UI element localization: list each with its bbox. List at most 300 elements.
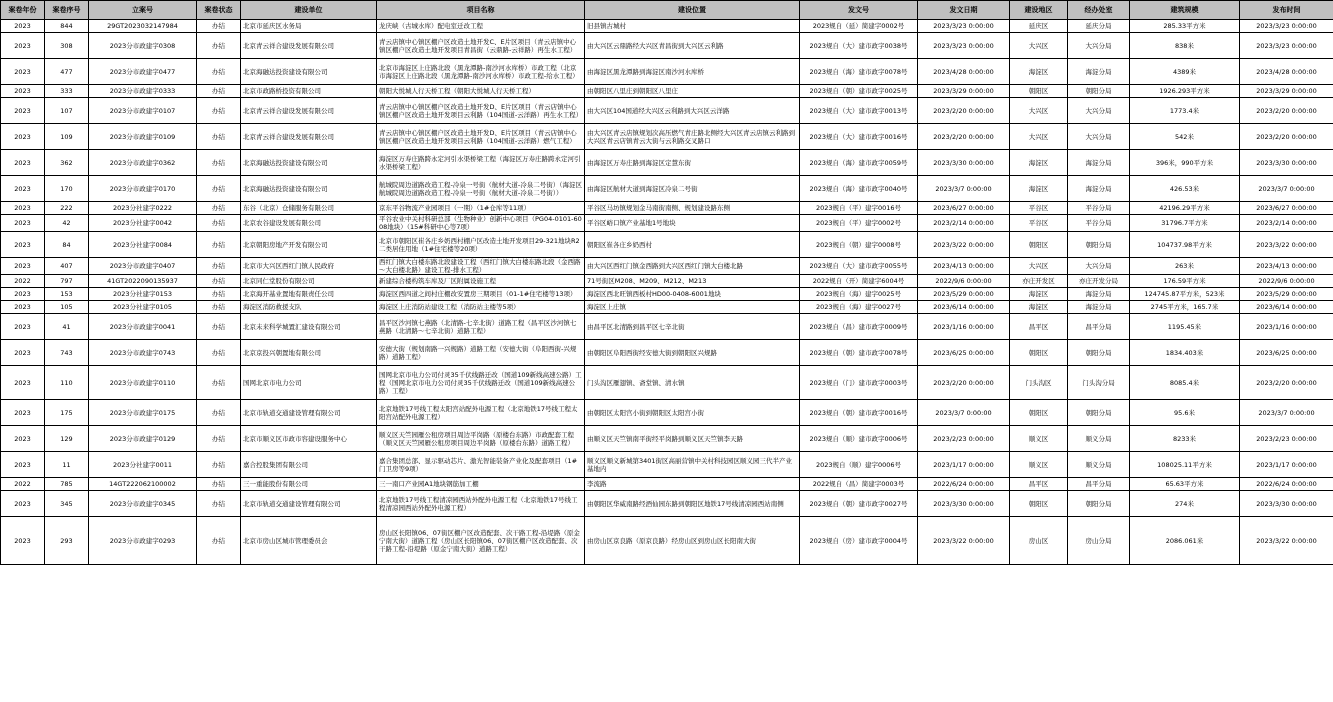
cell-status: 办结 <box>197 176 241 202</box>
cell-seq: 41 <box>45 314 89 340</box>
cell-doc-date: 2022/9/6 0:00:00 <box>918 275 1010 288</box>
cell-status: 办结 <box>197 215 241 232</box>
cell-doc-date: 2023/1/16 0:00:00 <box>918 314 1010 340</box>
cell-year: 2023 <box>1 517 45 565</box>
cell-seq: 743 <box>45 340 89 366</box>
cell-location: 由大兴区西红门镇金西路到大兴区西红门镇大白楼北路 <box>585 258 800 275</box>
cell-project: 北京地铁17号线工程清凉园西站外配外电源工程（北京地铁17号线工程清凉园西站外配外电源工程） <box>377 491 585 517</box>
cell-scale: 42196.29平方米 <box>1130 202 1240 215</box>
cell-location: 由大兴区云鼎路经大兴区青昌街到大兴区云利路 <box>585 33 800 59</box>
cell-seq: 333 <box>45 85 89 98</box>
table-row <box>1 400 1333 426</box>
cell-pub-time: 2023/3/22 0:00:00 <box>1240 517 1333 565</box>
cell-office: 大兴分局 <box>1068 124 1130 150</box>
cell-office: 门头沟分局 <box>1068 366 1130 400</box>
cell-district: 房山区 <box>1010 517 1068 565</box>
cell-project: 海淀区万寿庄路跨永定河引水渠桥梁工程（海淀区万寿庄路跨永定河引水渠桥梁工程） <box>377 150 585 176</box>
cell-project: 青云店镇中心镇区棚户区改造土地开发C、E片区项目（青云店镇中心镇区棚户区改造土地开发项目青昌街（云鼎路-云祥路）再生水工程） <box>377 33 585 59</box>
col-district-header: 建设地区 <box>1010 1 1068 20</box>
cell-scale: 1926.293平方米 <box>1130 85 1240 98</box>
cell-doc-no: 2023规自（延）简建字0002号 <box>800 20 918 33</box>
cell-doc-no: 2023规自（平）建字0016号 <box>800 202 918 215</box>
col-pub-time-header: 发布时间 <box>1240 1 1333 20</box>
cell-doc-no: 2023规自（朝）建字0008号 <box>800 232 918 258</box>
cell-district: 大兴区 <box>1010 258 1068 275</box>
cell-pub-time: 2023/6/27 0:00:00 <box>1240 202 1333 215</box>
cell-doc-no: 2022规自（开）简建字6004号 <box>800 275 918 288</box>
cell-seq: 844 <box>45 20 89 33</box>
cell-case-no: 2023分市政建字0175 <box>89 400 197 426</box>
cell-scale: 104737.98平方米 <box>1130 232 1240 258</box>
cell-scale: 31796.7平方米 <box>1130 215 1240 232</box>
cell-scale: 8233米 <box>1130 426 1240 452</box>
cell-status: 办结 <box>197 124 241 150</box>
cell-location: 由朝阳区阜阳西街经安德大街到朝阳区兴规路 <box>585 340 800 366</box>
cell-doc-date: 2023/6/25 0:00:00 <box>918 340 1010 366</box>
cell-doc-date: 2023/3/22 0:00:00 <box>918 517 1010 565</box>
cell-case-no: 2023分市政建字0345 <box>89 491 197 517</box>
cell-project: 北京市海淀区上庄路北段（黑龙潭路-南沙河水库桥）市政工程（北京市海淀区上庄路北段（黑龙潭路-南沙河水库桥）市政工程-给水工程） <box>377 59 585 85</box>
cell-unit: 海淀区消防救援支队 <box>241 301 377 314</box>
cell-doc-no: 2023规自（海）建市政字0059号 <box>800 150 918 176</box>
table-row <box>1 215 1333 232</box>
cell-seq: 175 <box>45 400 89 426</box>
col-scale-header: 建筑规模 <box>1130 1 1240 20</box>
cell-district: 海淀区 <box>1010 150 1068 176</box>
cell-project: 京东平谷物流产业园项目（一期）（1#仓库等11项） <box>377 202 585 215</box>
cell-case-no: 2023分市政建字0293 <box>89 517 197 565</box>
cell-case-no: 2023分市政建字0109 <box>89 124 197 150</box>
cell-doc-date: 2023/6/14 0:00:00 <box>918 301 1010 314</box>
cell-project: 安德大街（规划南路一兴规路）道路工程（安德大街（阜阳西街-兴规路）道路工程） <box>377 340 585 366</box>
cell-status: 办结 <box>197 98 241 124</box>
cell-location: 海淀区上庄镇 <box>585 301 800 314</box>
cell-office: 海淀分局 <box>1068 150 1130 176</box>
cell-scale: 65.63平方米 <box>1130 478 1240 491</box>
cell-year: 2023 <box>1 85 45 98</box>
cell-seq: 153 <box>45 288 89 301</box>
cell-location: 李流路 <box>585 478 800 491</box>
cell-district: 朝阳区 <box>1010 85 1068 98</box>
col-office-header: 经办处室 <box>1068 1 1130 20</box>
cell-year: 2023 <box>1 400 45 426</box>
cell-doc-no: 2023规自（朝）建市政字0027号 <box>800 491 918 517</box>
cell-pub-time: 2023/3/23 0:00:00 <box>1240 20 1333 33</box>
cell-pub-time: 2023/3/7 0:00:00 <box>1240 400 1333 426</box>
cell-project: 嘉合集团总部、显示驱动芯片、激光智能装备产业化及配套项目（1#门卫房等9项） <box>377 452 585 478</box>
cell-status: 办结 <box>197 452 241 478</box>
cell-pub-time: 2023/3/23 0:00:00 <box>1240 33 1333 59</box>
cell-pub-time: 2023/3/29 0:00:00 <box>1240 85 1333 98</box>
cell-seq: 110 <box>45 366 89 400</box>
cell-year: 2023 <box>1 98 45 124</box>
cell-unit: 北京海开基业置地有限责任公司 <box>241 288 377 301</box>
col-case-no-header: 立案号 <box>89 1 197 20</box>
table-row <box>1 258 1333 275</box>
cell-unit: 北京市大兴区西红门镇人民政府 <box>241 258 377 275</box>
cell-seq: 170 <box>45 176 89 202</box>
cell-status: 办结 <box>197 517 241 565</box>
cell-district: 延庆区 <box>1010 20 1068 33</box>
cell-status: 办结 <box>197 478 241 491</box>
cell-year: 2022 <box>1 478 45 491</box>
cell-project: 三一南口产业园A1地块钢筋加工棚 <box>377 478 585 491</box>
cell-scale: 176.59平方米 <box>1130 275 1240 288</box>
cell-scale: 263米 <box>1130 258 1240 275</box>
cell-district: 海淀区 <box>1010 176 1068 202</box>
cell-status: 办结 <box>197 288 241 301</box>
table-row <box>1 288 1333 301</box>
cell-project: 青云店镇中心镇区棚户区改造土地开发D、E片区项目（青云店镇中心镇区棚户区改造土地开发项目云利路（104国道-云洋路）再生水工程） <box>377 98 585 124</box>
cell-case-no: 2023分社建字0105 <box>89 301 197 314</box>
cell-project: 西红门镇大白楼东路北段建设工程（西红门镇大白楼东路北段（金西路～大白楼北路）建设工程-排水工程） <box>377 258 585 275</box>
cell-doc-no: 2023规自（大）建市政字0038号 <box>800 33 918 59</box>
cell-district: 平谷区 <box>1010 202 1068 215</box>
table-row <box>1 517 1333 565</box>
table-row <box>1 33 1333 59</box>
cell-location: 朝阳区崔各庄乡奶西村 <box>585 232 800 258</box>
cell-case-no: 41GT2022090135937 <box>89 275 197 288</box>
cell-case-no: 2023分市政建字0107 <box>89 98 197 124</box>
cell-doc-no: 2023规自（昌）建市政字0009号 <box>800 314 918 340</box>
cell-office: 海淀分局 <box>1068 176 1130 202</box>
cell-seq: 293 <box>45 517 89 565</box>
cell-year: 2023 <box>1 20 45 33</box>
cell-case-no: 2023分市政建字0110 <box>89 366 197 400</box>
cell-unit: 东谷（北京）仓储服务有限公司 <box>241 202 377 215</box>
cell-doc-date: 2023/2/20 0:00:00 <box>918 124 1010 150</box>
cell-status: 办结 <box>197 20 241 33</box>
cell-district: 昌平区 <box>1010 478 1068 491</box>
cell-doc-no: 2023规自（平）建字0002号 <box>800 215 918 232</box>
cell-office: 顺义分局 <box>1068 452 1130 478</box>
cell-project: 海淀区上庄消防站建设工程（消防站主楼等5项） <box>377 301 585 314</box>
cell-doc-date: 2023/3/7 0:00:00 <box>918 176 1010 202</box>
cell-scale: 8085.4米 <box>1130 366 1240 400</box>
cell-scale: 1773.4米 <box>1130 98 1240 124</box>
table-row <box>1 202 1333 215</box>
cell-pub-time: 2023/4/13 0:00:00 <box>1240 258 1333 275</box>
cell-case-no: 2023分市政建字0333 <box>89 85 197 98</box>
cell-seq: 129 <box>45 426 89 452</box>
cell-doc-date: 2023/3/29 0:00:00 <box>918 85 1010 98</box>
cell-doc-no: 2023规自（顺）建字0006号 <box>800 452 918 478</box>
cell-year: 2023 <box>1 301 45 314</box>
cell-unit: 北京市政路桥投资有限公司 <box>241 85 377 98</box>
cell-district: 大兴区 <box>1010 98 1068 124</box>
cell-district: 大兴区 <box>1010 33 1068 59</box>
cell-unit: 北京同仁堂股份有限公司 <box>241 275 377 288</box>
cell-office: 房山分局 <box>1068 517 1130 565</box>
cell-seq: 785 <box>45 478 89 491</box>
cell-case-no: 2023分社建字0222 <box>89 202 197 215</box>
cell-project: 北京地铁17号线工程太阳宫站配外电源工程（北京地铁17号线工程太阳宫站配外电源工程） <box>377 400 585 426</box>
cell-doc-date: 2023/3/23 0:00:00 <box>918 20 1010 33</box>
cell-project: 航城院周边道路改造工程-冷泉一号街（航材大道-冷泉二号街）（海淀区航城院周边道路改造工程-冷泉一号街（航材大道-冷泉二号街）） <box>377 176 585 202</box>
cell-location: 由朝阳区华威南路经酒仙园东路到朝阳区地铁17号线清凉园西站南侧 <box>585 491 800 517</box>
cell-district: 海淀区 <box>1010 288 1068 301</box>
cell-district: 亦庄开发区 <box>1010 275 1068 288</box>
cell-pub-time: 2023/3/7 0:00:00 <box>1240 176 1333 202</box>
cell-doc-date: 2023/3/22 0:00:00 <box>918 232 1010 258</box>
cell-doc-no: 2023规自（朝）建市政字0025号 <box>800 85 918 98</box>
cell-case-no: 2023分市政建字0477 <box>89 59 197 85</box>
cell-pub-time: 2023/2/20 0:00:00 <box>1240 98 1333 124</box>
cell-doc-date: 2023/3/23 0:00:00 <box>918 33 1010 59</box>
col-project-header: 项目名称 <box>377 1 585 20</box>
table-row <box>1 59 1333 85</box>
table-row <box>1 426 1333 452</box>
cell-pub-time: 2023/1/16 0:00:00 <box>1240 314 1333 340</box>
table-row <box>1 176 1333 202</box>
cell-case-no: 2023分市政建字0407 <box>89 258 197 275</box>
cell-doc-date: 2023/4/28 0:00:00 <box>918 59 1010 85</box>
cell-pub-time: 2022/6/24 0:00:00 <box>1240 478 1333 491</box>
cell-pub-time: 2023/6/14 0:00:00 <box>1240 301 1333 314</box>
cell-year: 2023 <box>1 314 45 340</box>
cell-unit: 国网北京市电力公司 <box>241 366 377 400</box>
cell-status: 办结 <box>197 366 241 400</box>
cell-scale: 2086.061米 <box>1130 517 1240 565</box>
cell-doc-no: 2022规自（昌）简建字0003号 <box>800 478 918 491</box>
cell-location: 由顺义区天竺镇南平街经平岗路到顺义区天竺镇李天路 <box>585 426 800 452</box>
cell-seq: 105 <box>45 301 89 314</box>
cell-status: 办结 <box>197 275 241 288</box>
table-row <box>1 478 1333 491</box>
cell-district: 朝阳区 <box>1010 232 1068 258</box>
cell-unit: 北京青云祥合建设发展有限公司 <box>241 124 377 150</box>
cell-pub-time: 2023/3/30 0:00:00 <box>1240 150 1333 176</box>
cell-unit: 三一重能股份有限公司 <box>241 478 377 491</box>
cell-scale: 838米 <box>1130 33 1240 59</box>
table-row <box>1 452 1333 478</box>
cell-year: 2022 <box>1 275 45 288</box>
cell-location: 由朝阳区八里庄到朝阳区八里庄 <box>585 85 800 98</box>
cell-project: 朝阳大悦城人行天桥工程（朝阳大悦城人行天桥工程） <box>377 85 585 98</box>
cell-doc-date: 2023/3/30 0:00:00 <box>918 491 1010 517</box>
cell-project: 北京市朝阳区崔各庄乡奶西村棚户区改造土地开发项目29-321地块R2二类居住用地（1#住宅楼等20项） <box>377 232 585 258</box>
table-row <box>1 491 1333 517</box>
cell-location: 由海淀区航材大道到海淀区冷泉二号街 <box>585 176 800 202</box>
cell-location: 门头沟区雁翅镇、斋堂镇、清水镇 <box>585 366 800 400</box>
cell-office: 朝阳分局 <box>1068 400 1130 426</box>
cell-year: 2023 <box>1 452 45 478</box>
cell-pub-time: 2023/4/28 0:00:00 <box>1240 59 1333 85</box>
cell-location: 平谷区马坊镇规划金马南街南侧、规划建设路东侧 <box>585 202 800 215</box>
cell-case-no: 2023分社建字0153 <box>89 288 197 301</box>
cell-status: 办结 <box>197 340 241 366</box>
cell-unit: 北京未来科学城置汇建设有限公司 <box>241 314 377 340</box>
cell-seq: 107 <box>45 98 89 124</box>
cell-location: 海淀区西北旺镇西板村HD00-0408-6001地块 <box>585 288 800 301</box>
cell-pub-time: 2023/2/14 0:00:00 <box>1240 215 1333 232</box>
cell-year: 2023 <box>1 288 45 301</box>
cell-unit: 北京农谷建设发展有限公司 <box>241 215 377 232</box>
table-body <box>1 20 1333 565</box>
col-seq-header: 案卷序号 <box>45 1 89 20</box>
cell-district: 平谷区 <box>1010 215 1068 232</box>
cell-district: 朝阳区 <box>1010 400 1068 426</box>
cell-office: 朝阳分局 <box>1068 340 1130 366</box>
cell-scale: 108025.11平方米 <box>1130 452 1240 478</box>
col-doc-no-header: 发文号 <box>800 1 918 20</box>
cell-year: 2023 <box>1 124 45 150</box>
cell-office: 昌平分局 <box>1068 478 1130 491</box>
cell-location: 由海淀区黑龙潭路到海淀区南沙河水库桥 <box>585 59 800 85</box>
cell-seq: 11 <box>45 452 89 478</box>
cell-project: 昌平区沙河镇七燕路（北清路-七辛北街）道路工程（昌平区沙河镇七燕路（北清路～七辛北街）道路工程） <box>377 314 585 340</box>
cell-doc-no: 2023规自（顺）建市政字0006号 <box>800 426 918 452</box>
cell-scale: 95.6米 <box>1130 400 1240 426</box>
cell-status: 办结 <box>197 33 241 59</box>
cell-status: 办结 <box>197 314 241 340</box>
cell-doc-date: 2023/2/20 0:00:00 <box>918 98 1010 124</box>
cell-scale: 285.33平方米 <box>1130 20 1240 33</box>
cell-pub-time: 2023/3/30 0:00:00 <box>1240 491 1333 517</box>
cell-year: 2023 <box>1 258 45 275</box>
cell-seq: 407 <box>45 258 89 275</box>
cell-year: 2023 <box>1 340 45 366</box>
cell-doc-no: 2023规自（朝）建市政字0078号 <box>800 340 918 366</box>
cell-pub-time: 2022/9/6 0:00:00 <box>1240 275 1333 288</box>
table-row <box>1 124 1333 150</box>
cell-doc-date: 2023/2/23 0:00:00 <box>918 426 1010 452</box>
table-row <box>1 366 1333 400</box>
cell-district: 海淀区 <box>1010 59 1068 85</box>
col-doc-date-header: 发文日期 <box>918 1 1010 20</box>
table-row <box>1 314 1333 340</box>
cell-office: 朝阳分局 <box>1068 491 1130 517</box>
cell-district: 昌平区 <box>1010 314 1068 340</box>
table-row <box>1 340 1333 366</box>
table-row <box>1 98 1333 124</box>
cell-seq: 84 <box>45 232 89 258</box>
cell-doc-date: 2022/6/24 0:00:00 <box>918 478 1010 491</box>
cell-case-no: 2023分市政建字0041 <box>89 314 197 340</box>
cell-project: 海淀区西四道之间村庄棚改安置房三期项目（01-1#住宅楼等13项） <box>377 288 585 301</box>
cell-doc-no: 2023规自（大）建市政字0016号 <box>800 124 918 150</box>
cell-location: 顺义区顺义新城第3401街区高丽营镇中关村科技园区顺义园三代半产业基地内 <box>585 452 800 478</box>
cell-seq: 797 <box>45 275 89 288</box>
cell-project: 龙庆峡（古城水库）配电室迁改工程 <box>377 20 585 33</box>
cell-case-no: 14GT222062100002 <box>89 478 197 491</box>
cell-pub-time: 2023/6/25 0:00:00 <box>1240 340 1333 366</box>
cell-office: 顺义分局 <box>1068 426 1130 452</box>
cell-district: 顺义区 <box>1010 452 1068 478</box>
cell-seq: 345 <box>45 491 89 517</box>
cell-district: 朝阳区 <box>1010 491 1068 517</box>
table-row <box>1 232 1333 258</box>
cell-scale: 124745.87平方米，523米 <box>1130 288 1240 301</box>
cell-doc-no: 2023规自（朝）建市政字0016号 <box>800 400 918 426</box>
cell-project: 平谷农业中关村科研总部（生物种业）创新中心项目（PG04-0101-6008地块）（15#科研中心等7项） <box>377 215 585 232</box>
cell-scale: 2745平方米，165.7米 <box>1130 301 1240 314</box>
cell-location: 由大兴区104国道经大兴区云利路到大兴区云洋路 <box>585 98 800 124</box>
cell-case-no: 2023分市政建字0308 <box>89 33 197 59</box>
cell-status: 办结 <box>197 491 241 517</box>
cell-case-no: 2023分社建字0011 <box>89 452 197 478</box>
cell-district: 大兴区 <box>1010 124 1068 150</box>
cell-status: 办结 <box>197 232 241 258</box>
col-location-header: 建设位置 <box>585 1 800 20</box>
cell-scale: 542米 <box>1130 124 1240 150</box>
cell-case-no: 2023分市政建字0170 <box>89 176 197 202</box>
cell-office: 朝阳分局 <box>1068 85 1130 98</box>
table-row <box>1 20 1333 33</box>
cell-office: 大兴分局 <box>1068 258 1130 275</box>
table-row <box>1 275 1333 288</box>
cell-unit: 北京市房山区城市管理委员会 <box>241 517 377 565</box>
cell-office: 平谷分局 <box>1068 202 1130 215</box>
cell-doc-date: 2023/2/14 0:00:00 <box>918 215 1010 232</box>
cell-pub-time: 2023/2/20 0:00:00 <box>1240 366 1333 400</box>
cell-status: 办结 <box>197 258 241 275</box>
cell-unit: 北京市轨道交通建设管理有限公司 <box>241 400 377 426</box>
cell-doc-no: 2023规自（门）建市政字0003号 <box>800 366 918 400</box>
cell-doc-date: 2023/1/17 0:00:00 <box>918 452 1010 478</box>
cell-unit: 北京青云祥合建设发展有限公司 <box>241 33 377 59</box>
cell-scale: 1195.45米 <box>1130 314 1240 340</box>
cell-unit: 北京市顺义区市政市容建设服务中心 <box>241 426 377 452</box>
cell-pub-time: 2023/3/22 0:00:00 <box>1240 232 1333 258</box>
cell-doc-date: 2023/4/13 0:00:00 <box>918 258 1010 275</box>
cell-office: 大兴分局 <box>1068 33 1130 59</box>
cell-doc-no: 2023规自（海）建字0027号 <box>800 301 918 314</box>
cell-status: 办结 <box>197 85 241 98</box>
cell-status: 办结 <box>197 400 241 426</box>
cell-project: 青云店镇中心镇区棚户区改造土地开发D、E片区项目（青云店镇中心镇区棚户区改造土地开发项目云利路（104国道-云洋路）燃气工程） <box>377 124 585 150</box>
cell-doc-no: 2023规自（房）建市政字0004号 <box>800 517 918 565</box>
cell-project: 房山区长阳镇06、07街区棚户区改造配套、次干路工程-沿堤路（原金宁南大街）道路工程（房山区长阳镇06、07街区棚户区改造配套、次干路工程-沿堤路（原金宁南大街）道路工程） <box>377 517 585 565</box>
cell-project: 新建综合楼构筑车库及厂区附属设施工程 <box>377 275 585 288</box>
cell-year: 2023 <box>1 232 45 258</box>
cell-doc-date: 2023/6/27 0:00:00 <box>918 202 1010 215</box>
cell-scale: 1834.403米 <box>1130 340 1240 366</box>
cell-unit: 北京京投兴朝置地有限公司 <box>241 340 377 366</box>
cell-year: 2023 <box>1 215 45 232</box>
cell-project: 国网北京市电力公司付灵35千伏线路迁改（国道109新线高速公路）工程（国网北京市电力公司付灵35千伏线路迁改（国道109新线高速公路）工程） <box>377 366 585 400</box>
cell-year: 2023 <box>1 491 45 517</box>
cell-location: 由海淀区万寿庄路到海淀区定慧东街 <box>585 150 800 176</box>
cell-pub-time: 2023/5/29 0:00:00 <box>1240 288 1333 301</box>
cell-scale: 4389米 <box>1130 59 1240 85</box>
cell-scale: 396米，990平方米 <box>1130 150 1240 176</box>
cell-location: 由朝阳区太阳宫小街到朝阳区太阳宫小街 <box>585 400 800 426</box>
cell-office: 朝阳分局 <box>1068 232 1130 258</box>
cell-status: 办结 <box>197 426 241 452</box>
cell-year: 2023 <box>1 33 45 59</box>
cell-location: 由大兴区青云店镇规划次高压燃气青庄路北侧经大兴区青云店镇云利路到大兴区青云店镇青云大街与云利路交叉路口 <box>585 124 800 150</box>
cell-office: 海淀分局 <box>1068 59 1130 85</box>
cell-case-no: 2023分市政建字0362 <box>89 150 197 176</box>
cell-location: 由昌平区北清路到昌平区七辛北街 <box>585 314 800 340</box>
cell-district: 门头沟区 <box>1010 366 1068 400</box>
col-status-header: 案卷状态 <box>197 1 241 20</box>
cell-location: 71号街区M208、M209、M212、M213 <box>585 275 800 288</box>
table-row <box>1 85 1333 98</box>
cell-project: 顺义区天竺园雁公租房项目周边平岗路（原楼台东路）市政配套工程（顺义区天竺园雁公租房项目周边平岗路（原楼台东路）道路工程） <box>377 426 585 452</box>
cell-case-no: 2023分社建字0084 <box>89 232 197 258</box>
cell-seq: 42 <box>45 215 89 232</box>
cell-seq: 109 <box>45 124 89 150</box>
cell-office: 延庆分局 <box>1068 20 1130 33</box>
cell-location: 平谷区峪口镇产业基地1号地块 <box>585 215 800 232</box>
cell-case-no: 29GT2023032147984 <box>89 20 197 33</box>
cell-scale: 274米 <box>1130 491 1240 517</box>
cell-seq: 222 <box>45 202 89 215</box>
cell-doc-no: 2023规自（海）建市政字0078号 <box>800 59 918 85</box>
cell-unit: 北京海融达投资建设有限公司 <box>241 150 377 176</box>
